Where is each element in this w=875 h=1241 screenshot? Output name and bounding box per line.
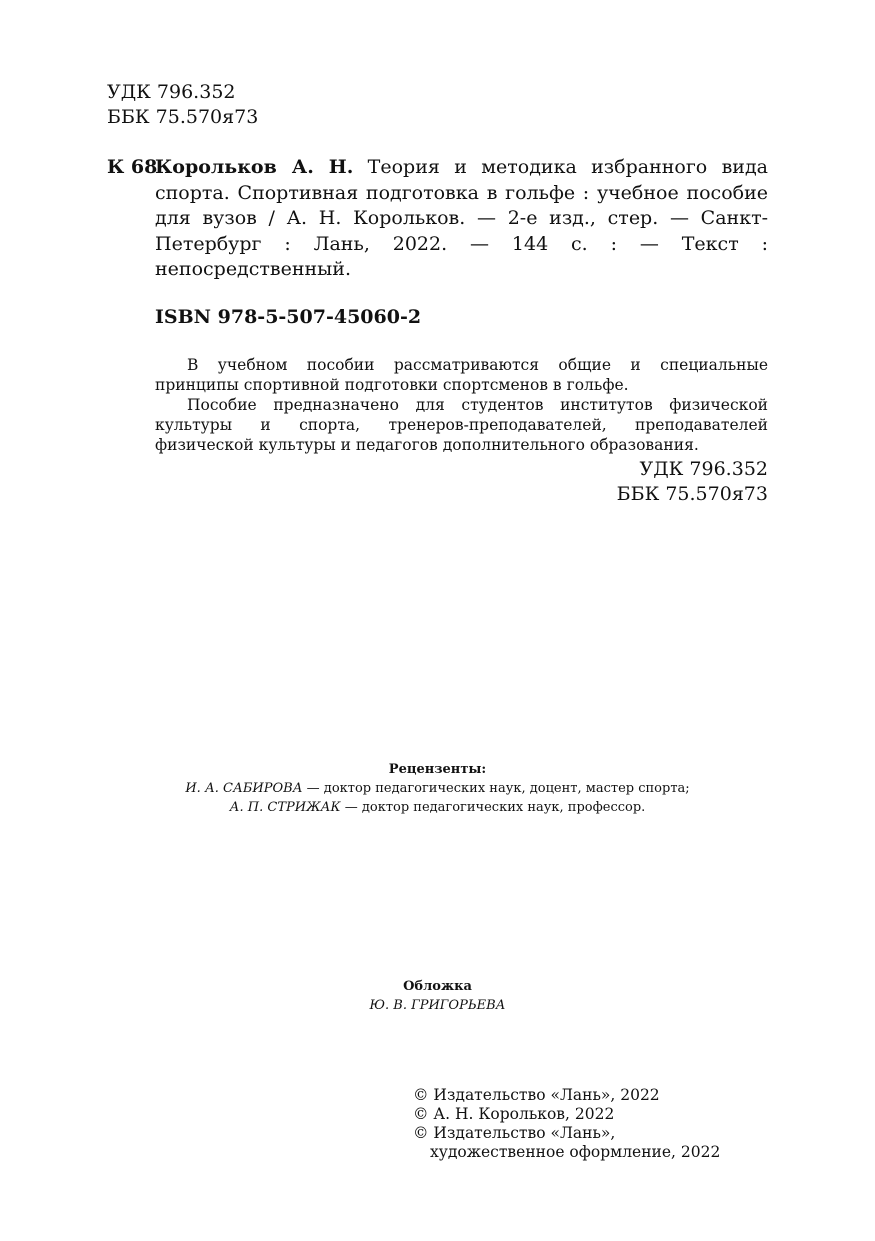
bibliographic-text: Теория и методика избранного вида спорта. Спортивная подготовка в гольфе : учебное пособие для вузов / А. Н. Корольков. — 2-е изд., стер. — Санкт-Петербург : Лань, 2022. — 144 с. : — Текст : непосредственный. [155,156,768,280]
bibliographic-entry [107,155,768,283]
reviewer-line [107,779,768,798]
copyright-line: © А. Н. Корольков, 2022 [413,1105,615,1123]
reviewer-name: А. П. СТРИЖАК [229,800,341,815]
classification-codes-top [107,80,258,130]
copyright-line: © Издательство «Лань», [413,1124,616,1142]
bibliographic-description [155,155,768,283]
reviewer-description: — доктор педагогических наук, доцент, мастер спорта; [302,781,690,796]
bbk-code-bottom: ББК 75.570я73 [616,483,768,505]
annotation [155,355,768,455]
copyright-line: художественное оформление, 2022 [430,1143,721,1161]
reviewers-heading: Рецензенты: [388,762,487,777]
reviewer-description: — доктор педагогических наук, профессор. [340,800,646,815]
author-mark: К 68 [107,156,158,178]
reviewers-block [107,760,768,817]
classification-codes-bottom [617,457,768,507]
cover-credit [107,977,768,1015]
annotation-paragraph-2: Пособие предназначено для студентов институтов физической культуры и спорта, тренеров-преподавателей, преподавателей физической культуры и педагогов дополнительного образования. [155,396,768,454]
copyright-block [413,1086,720,1162]
cover-designer-name: Ю. В. ГРИГОРЬЕВА [369,998,506,1013]
cover-heading: Обложка [403,979,472,994]
reviewer-name: И. А. САБИРОВА [185,781,303,796]
bbk-code: ББК 75.570я73 [107,106,259,128]
annotation-paragraph-1: В учебном пособии рассматриваются общие и специальные принципы спортивной подготовки спортсменов в гольфе. [155,356,768,394]
author-name: Корольков А. Н. [155,156,354,178]
reviewer-line [107,798,768,817]
isbn: ISBN 978-5-507-45060-2 [155,306,422,328]
udk-code-bottom: УДК 796.352 [639,458,768,480]
copyright-line: © Издательство «Лань», 2022 [413,1086,660,1104]
udk-code: УДК 796.352 [107,81,236,103]
